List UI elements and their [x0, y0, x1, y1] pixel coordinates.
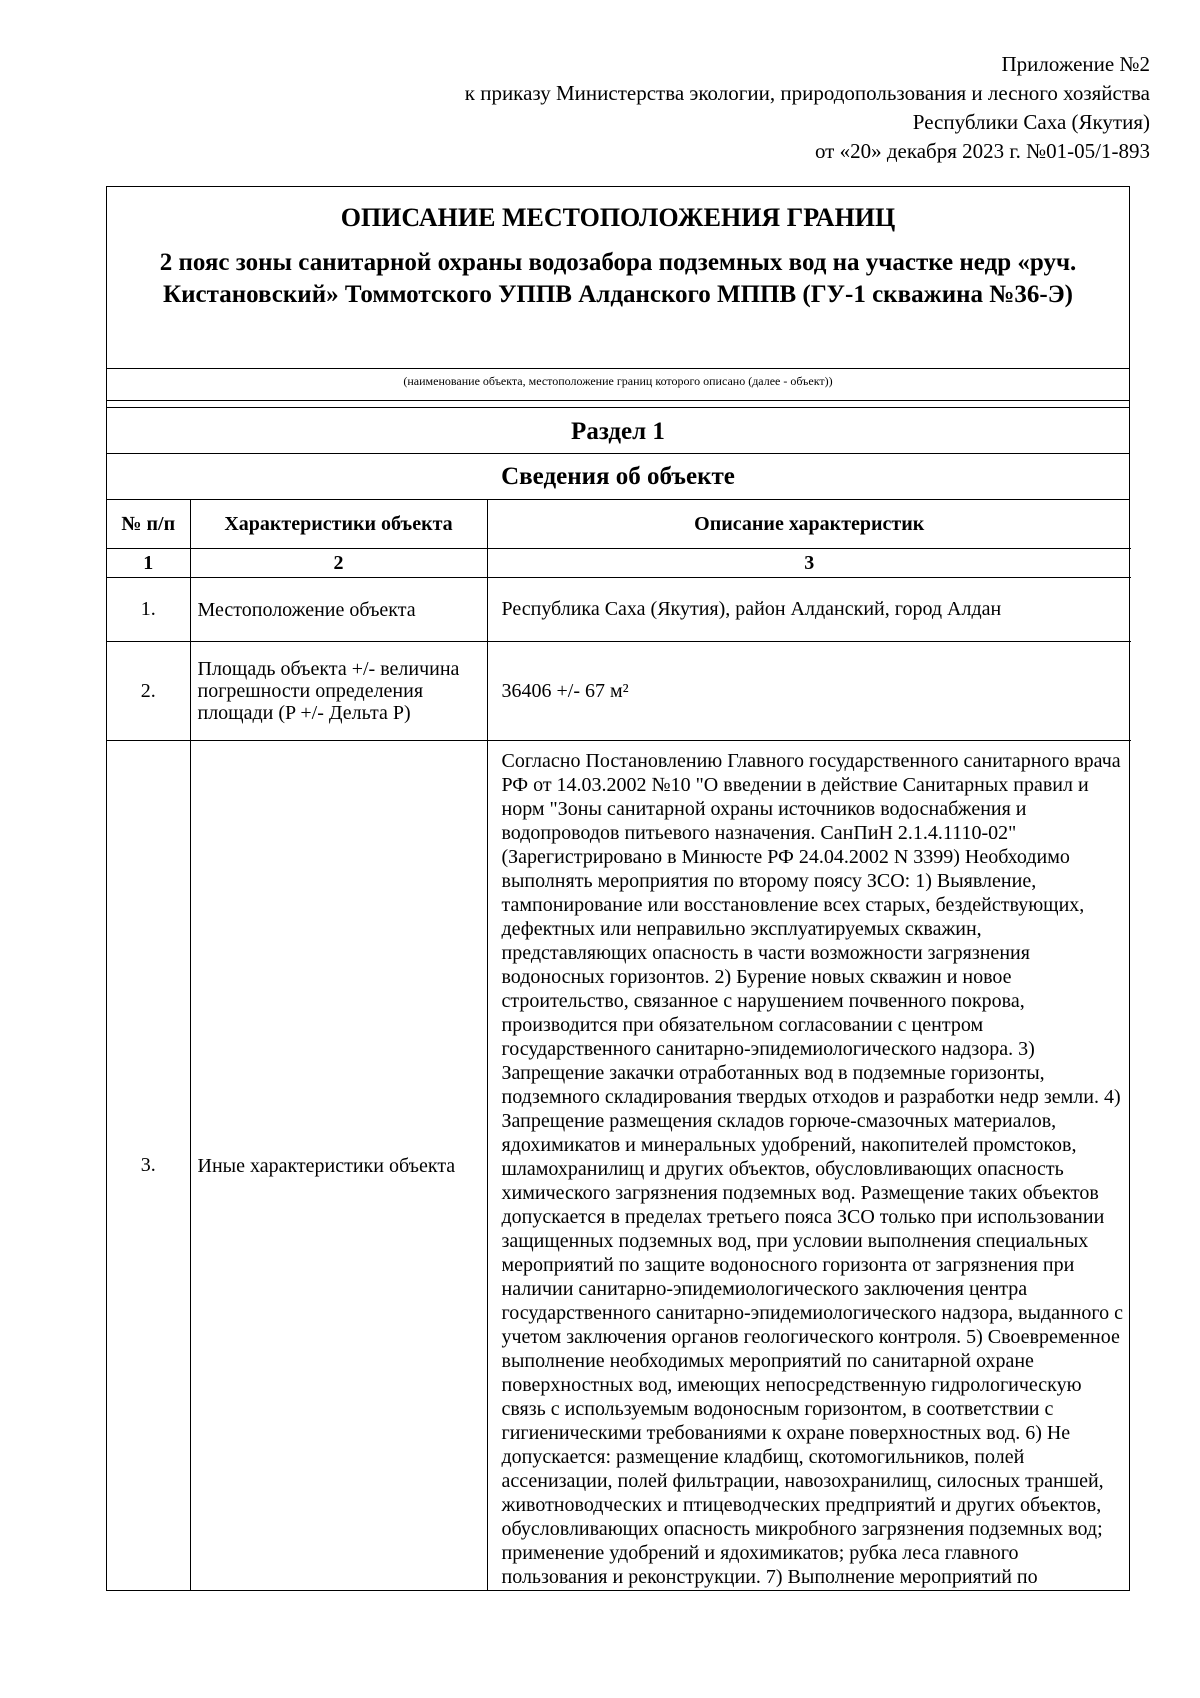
section-subtitle: Сведения об объекте: [107, 454, 1129, 500]
table-row: [107, 642, 1131, 741]
table-column-number-row: [107, 549, 1131, 578]
row-description: 36406 +/- 67 м²: [487, 642, 1131, 741]
section-label: Раздел 1: [107, 407, 1129, 454]
row-number: 2.: [107, 642, 190, 741]
header-characteristic: Характеристики объекта: [190, 500, 487, 549]
document-title: ОПИСАНИЕ МЕСТОПОЛОЖЕНИЯ ГРАНИЦ: [340, 203, 896, 232]
table-row: [107, 578, 1131, 642]
order-date-number: от «20» декабря 2023 г. №01-05/1-893: [814, 139, 1150, 163]
column-number-1: 1: [107, 549, 190, 578]
annex-number: Приложение №2: [1001, 52, 1150, 76]
object-name-note: (наименование объекта, местоположение границ которого описано (далее - объект)): [107, 369, 1129, 401]
row-description: Республика Саха (Якутия), район Алданский, город Алдан: [487, 578, 1131, 642]
table-row: [107, 741, 1131, 1591]
row-number: 1.: [107, 578, 190, 642]
title-block: [107, 187, 1129, 369]
object-name: 2 пояс зоны санитарной охраны водозабора подземных вод на участке недр «руч. Кистановский» Томмотского УППВ Алданского МППВ (ГУ-1 скважина №36-Э): [159, 249, 1077, 308]
row-characteristic: Иные характеристики объекта: [190, 741, 487, 1591]
row-description: Согласно Постановлению Главного государственного санитарного врача РФ от 14.03.2002 №10 "О введении в действие Санитарных правил и норм "Зоны санитарной охраны источников водоснабжения и водопроводов питьевого назначения. СанПиН 2.1.4.1110-02" (Зарегистрировано в Минюсте РФ 24.04.2002 N 3399) Необходимо выполнять мероприятия по второму поясу ЗСО: 1) Выявление, тампонирование или восстановление всех старых, бездействующих, дефектных или неправильно эксплуатируемых скважин, представляющих опасность в части возможности загрязнения водоносных горизонтов. 2) Бурение новых скважин и новое строительство, связанное с нарушением почвенного покрова, производится при обязательном согласовании с центром государственного санитарно-эпидемиологического надзора. 3) Запрещение закачки отработанных вод в подземные горизонты, подземного складирования твердых отходов и разработки недр земли. 4) Запрещение размещения складов горюче-смазочных материалов, ядохимикатов и минеральных удобрений, накопителей промстоков, шламохранилищ и других объектов, обусловливающих опасность химического загрязнения подземных вод. Размещение таких объектов допускается в пределах третьего пояса ЗСО только при использовании защищенных подземных вод, при условии выполнения специальных мероприятий по защите водоносного горизонта от загрязнения при наличии санитарно-эпидемиологического заключения центра государственного санитарно-эпидемиологического надзора, выданного с учетом заключения органов геологического контроля. 5) Своевременное выполнение необходимых мероприятий по санитарной охране поверхностных вод, имеющих непосредственную гидрологическую связь с используемым водоносным горизонтом, в соответствии с гигиеническими требованиями к охране поверхностных вод. 6) Не допускается: размещение кладбищ, скотомогильников, полей ассенизации, полей фильтрации, навозохранилищ, силосных траншей, животноводческих и птицеводческих предприятий и других объектов, обусловливающих опасность микробного загрязнения подземных вод; применение удобрений и ядохимикатов; рубка леса главного пользования и реконструкции. 7) Выполнение мероприятий по: [487, 741, 1131, 1591]
row-characteristic: Площадь объекта +/- величина погрешности определения площади (P +/- Дельта P): [190, 642, 487, 741]
table-header-row: [107, 500, 1131, 549]
row-characteristic: Местоположение объекта: [190, 578, 487, 642]
column-number-3: 3: [487, 549, 1131, 578]
republic-name: Республики Саха (Якутия): [912, 110, 1150, 134]
header-number: № п/п: [107, 500, 190, 549]
column-number-2: 2: [190, 549, 487, 578]
document-frame: [106, 186, 1130, 1591]
order-annex-header: [250, 50, 1150, 166]
header-description: Описание характеристик: [487, 500, 1131, 549]
order-reference: к приказу Министерства экологии, природопользования и лесного хозяйства: [464, 81, 1150, 105]
object-info-table: [107, 500, 1131, 1590]
row-number: 3.: [107, 741, 190, 1591]
